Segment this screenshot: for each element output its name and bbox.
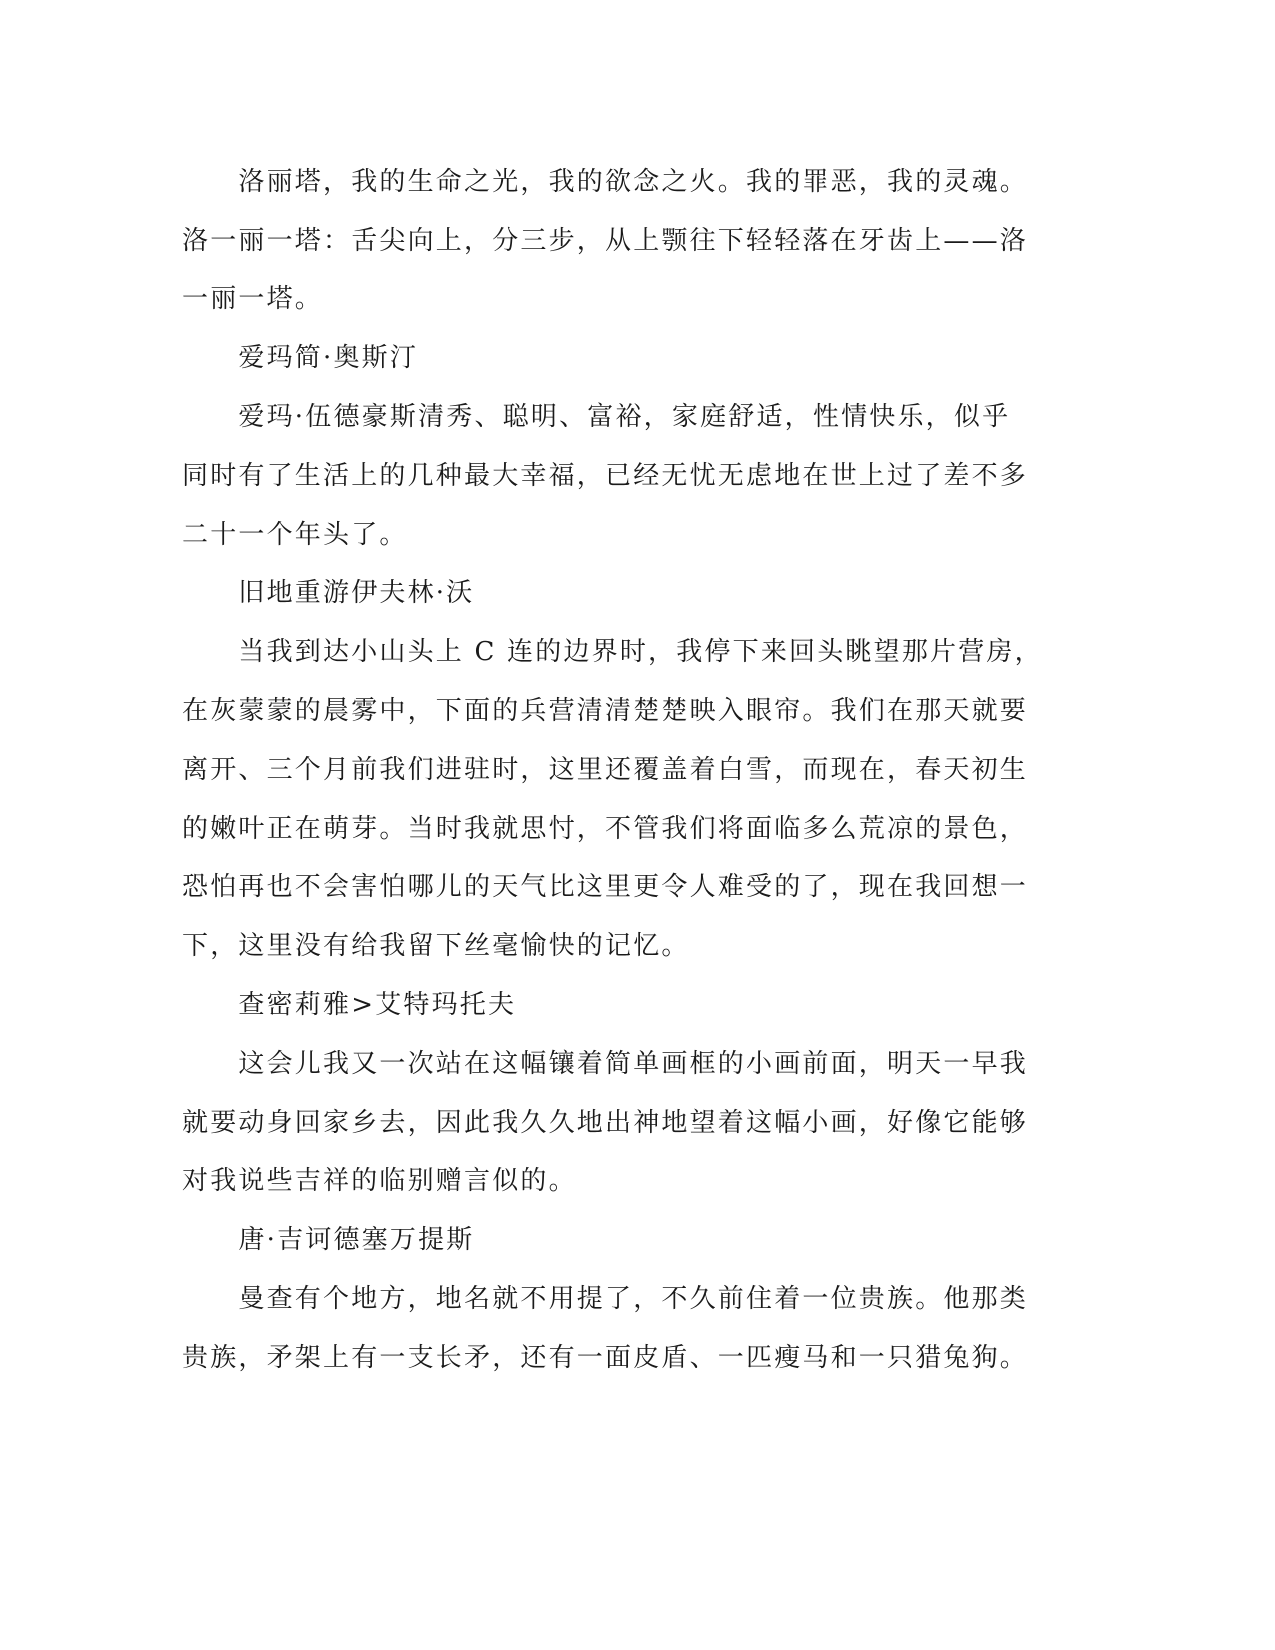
text-line: 离开、三个月前我们进驻时，这里还覆盖着白雪，而现在，春天初生 xyxy=(182,755,1029,785)
text-line: 爱玛·伍德豪斯清秀、聪明、富裕，家庭舒适，性情快乐，似乎 xyxy=(182,402,1011,432)
text-line: 下，这里没有给我留下丝毫愉快的记忆。 xyxy=(182,931,690,961)
section-heading: 唐·吉诃德塞万提斯 xyxy=(182,1225,475,1255)
text-line: 曼查有个地方，地名就不用提了，不久前住着一位贵族。他那类 xyxy=(182,1284,1029,1314)
text-line: 贵族，矛架上有一支长矛，还有一面皮盾、一匹瘦马和一只猎兔狗。 xyxy=(182,1343,1029,1373)
text-line: 洛一丽一塔：舌尖向上，分三步，从上颚往下轻轻落在牙齿上——洛 xyxy=(182,226,1029,256)
section-heading: 旧地重游伊夫林·沃 xyxy=(182,578,475,608)
text-line: 的嫩叶正在萌芽。当时我就思忖，不管我们将面临多么荒凉的景色， xyxy=(182,814,1029,844)
section-heading: 爱玛简·奥斯汀 xyxy=(182,343,419,373)
section-heading: 查密莉雅>艾特玛托夫 xyxy=(182,990,517,1020)
text-line: 这会儿我又一次站在这幅镶着简单画框的小画前面，明天一早我 xyxy=(182,1049,1029,1079)
text-line: 同时有了生活上的几种最大幸福，已经无忧无虑地在世上过了差不多 xyxy=(182,461,1029,491)
text-line: 一丽一塔。 xyxy=(182,284,324,314)
text-line: 二十一个年头了。 xyxy=(182,520,408,550)
text-line: 当我到达小山头上 C 连的边界时，我停下来回头眺望那片营房， xyxy=(182,637,1043,667)
text-line: 对我说些吉祥的临别赠言似的。 xyxy=(182,1166,577,1196)
text-line: 洛丽塔，我的生命之光，我的欲念之火。我的罪恶，我的灵魂。 xyxy=(182,167,1029,197)
text-line: 就要动身回家乡去，因此我久久地出神地望着这幅小画，好像它能够 xyxy=(182,1108,1029,1138)
text-line: 恐怕再也不会害怕哪儿的天气比这里更令人难受的了，现在我回想一 xyxy=(182,872,1029,902)
text-line: 在灰蒙蒙的晨雾中，下面的兵营清清楚楚映入眼帘。我们在那天就要 xyxy=(182,696,1029,726)
